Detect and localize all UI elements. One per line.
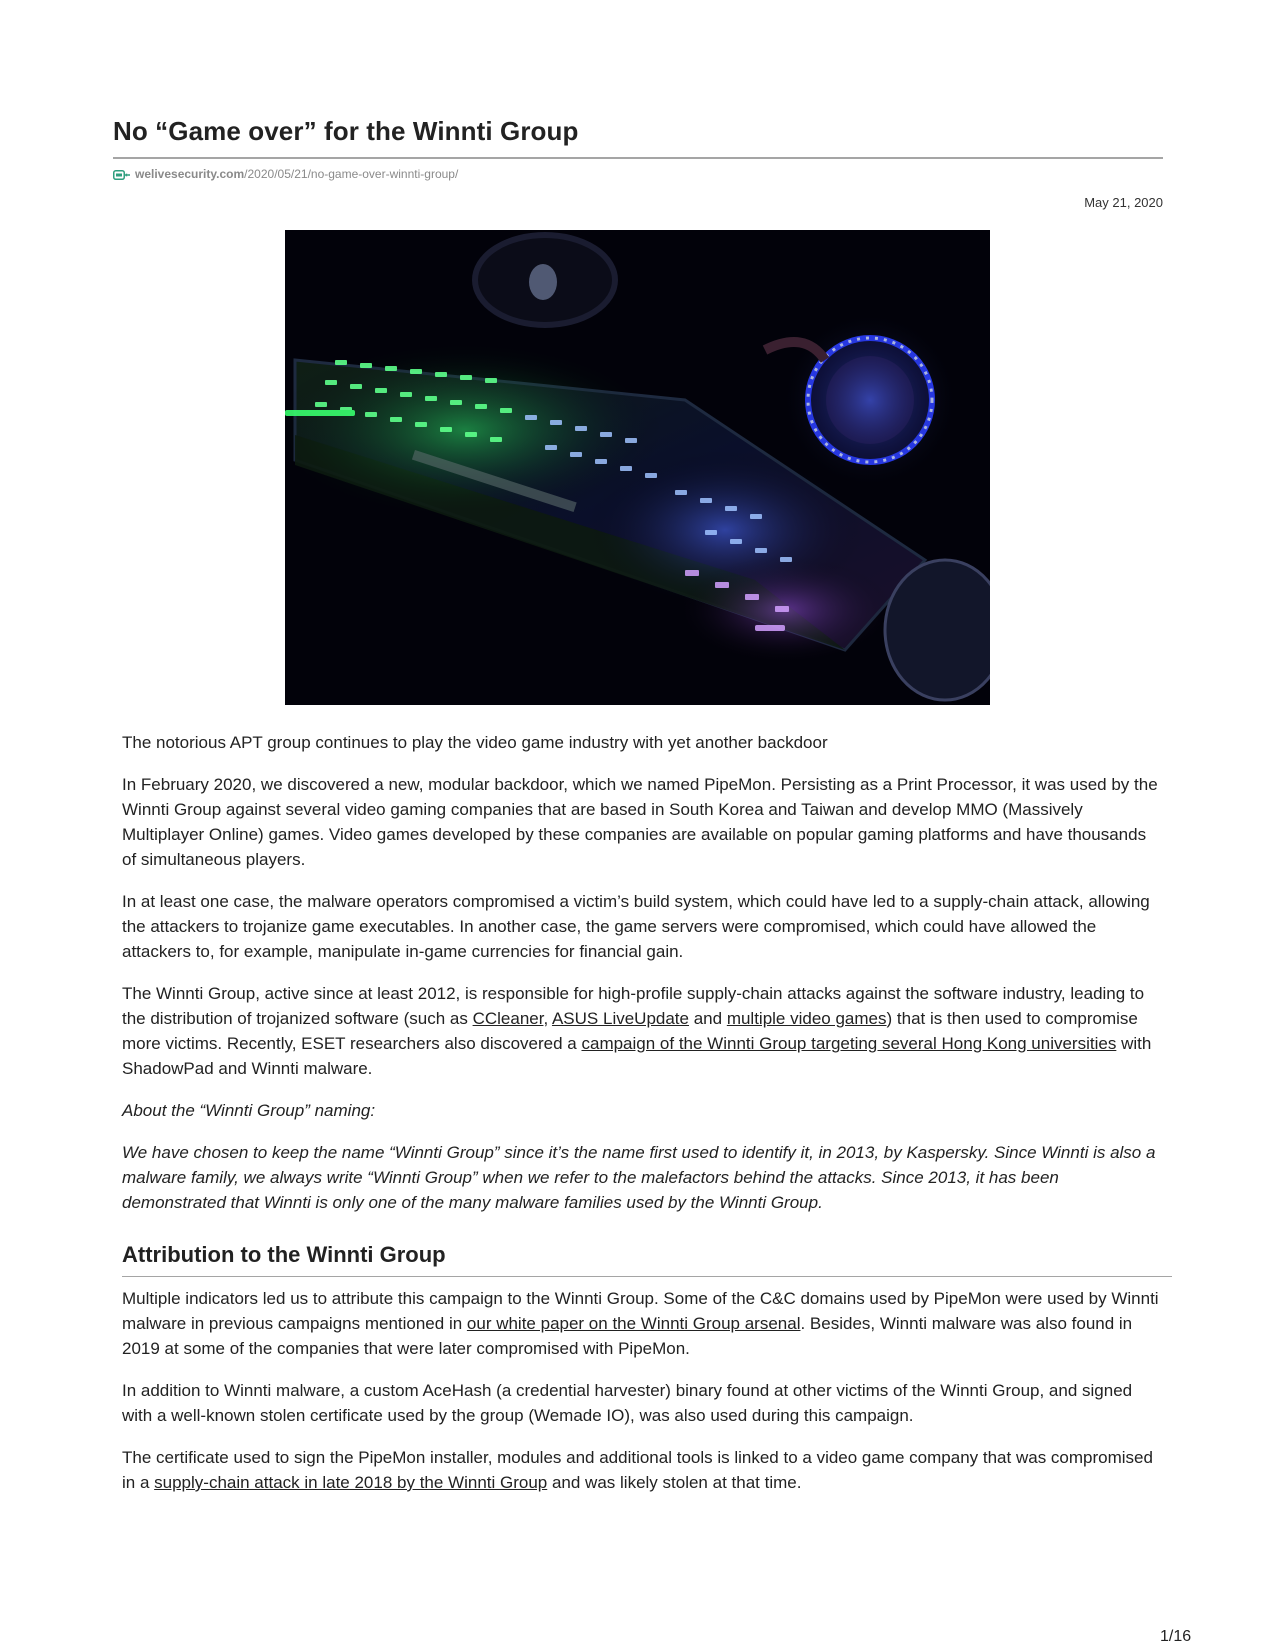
- paragraph-5: In addition to Winnti malware, a custom AceHash (a credential harvester) binary found at other victims of the Winnti Group, and signed with a well-known stolen certificate used by the group (Wemade IO), was also used during this campaign.: [122, 1381, 1133, 1425]
- page-title: No “Game over” for the Winnti Group: [113, 116, 579, 146]
- link-multiple-video-games[interactable]: multiple video games: [726, 1009, 887, 1028]
- naming-note-heading: About the “Winnti Group” naming:: [122, 1101, 376, 1120]
- source-url[interactable]: [113, 167, 458, 181]
- paragraph-3: The Winnti Group, active since at least 2012, is responsible for high-profile supply-chain attacks against the software industry, leading to the distribution of trojanized software (such as CCleaner, ASUS LiveUpdate and multiple video games) that is then used to compromise more victims. Recently, ESET researchers also discovered a campaign of the Winnti Group targeting several Hong Kong universities with ShadowPad and Winnti malware.: [122, 984, 1152, 1078]
- link-white-paper[interactable]: our white paper on the Winnti Group arsenal: [466, 1314, 801, 1333]
- paragraph-1: In February 2020, we discovered a new, modular backdoor, which we named PipeMon. Persisting as a Print Processor, it was used by the Winnti Group against several video gaming companies that are based in South Korea and Taiwan and develop MMO (Massively Multiplayer Online) games. Video games developed by these companies are available on popular gaming platforms and have thousands of simultaneous players.: [122, 775, 1158, 869]
- link-hong-kong-campaign[interactable]: campaign of the Winnti Group targeting several Hong Kong universities: [581, 1034, 1117, 1053]
- title-divider: [113, 157, 1163, 159]
- paragraph-4: Multiple indicators led us to attribute this campaign to the Winnti Group. Some of the C&C domains used by PipeMon were used by Winnti malware in previous campaigns mentioned in our white paper on the Winnti Group arsenal. Besides, Winnti malware was also found in 2019 at some of the companies that were later compromised with PipeMon.: [122, 1289, 1159, 1358]
- section-heading-attribution: Attribution to the Winnti Group: [122, 1240, 1172, 1277]
- paragraph-2: In at least one case, the malware operators compromised a victim’s build system, which could have led to a supply-chain attack, allowing the attackers to trojanize game executables. In another case, the game servers were compromised, which could have allowed the attackers to, for example, manipulate in-game currencies for financial gain.: [122, 892, 1150, 961]
- source-path[interactable]: /2020/05/21/no-game-over-winnti-group/: [244, 167, 459, 181]
- link-supply-chain-2018[interactable]: supply-chain attack in late 2018 by the Winnti Group: [154, 1473, 548, 1492]
- page-number: 1/16: [1160, 1628, 1192, 1645]
- link-asus-liveupdate[interactable]: ASUS LiveUpdate: [551, 1009, 689, 1028]
- naming-note-body: We have chosen to keep the name “Winnti Group” since it’s the name first used to identify it, in 2013, by Kaspersky. Since Winnti is also a malware family, we always write “Winnti Group” when we refer to the malefactors behind the attacks. Since 2013, it has been demonstrated that Winnti is only one of the many malware families used by the Winnti Group.: [122, 1143, 1156, 1212]
- article-intro: The notorious APT group continues to play the video game industry with yet another backdoor: [122, 733, 828, 752]
- link-ccleaner[interactable]: CCleaner: [472, 1009, 544, 1028]
- publish-date: May 21, 2020: [1084, 195, 1163, 210]
- gaming-keyboard-and-headset-photo: [285, 230, 990, 705]
- link-icon: [113, 169, 130, 179]
- source-domain[interactable]: welivesecurity.com: [135, 167, 245, 181]
- hero-image: [285, 230, 990, 705]
- article-body: [122, 730, 1163, 1512]
- paragraph-6: The certificate used to sign the PipeMon installer, modules and additional tools is linked to a video game company that was compromised in a supply-chain attack in late 2018 by the Winnti Group and was likely stolen at that time.: [122, 1448, 1153, 1492]
